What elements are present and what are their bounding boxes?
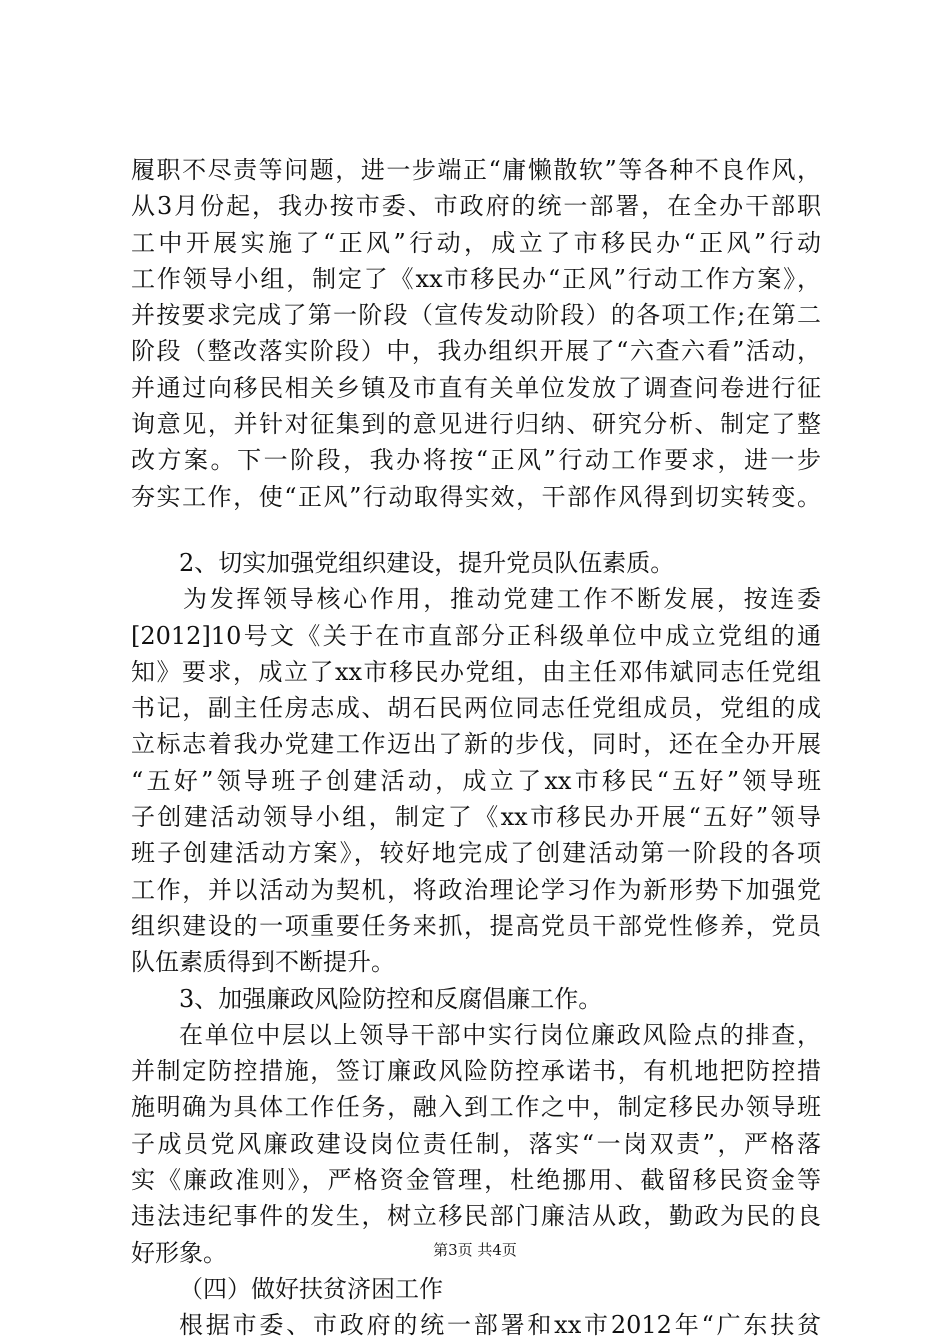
text-line: 并通过向移民相关乡镇及市直有关单位发放了调查问卷进行征 [131,373,821,402]
text-line: 询意见，并针对征集到的意见进行归纳、研究分析、制定了整 [131,410,821,439]
page-number-footer: 第3页 共4页 [433,1241,517,1259]
text-line: 知》要求，成立了xx市移民办党组，由主任邓伟斌同志任党组 [131,657,821,686]
text-line: 夯实工作，使“正风”行动取得实效，干部作风得到切实转变。 [131,482,821,511]
text-line: [2012]10号文《关于在市直部分正科级单位中成立党组的通 [131,621,821,650]
text-line: 队伍素质得到不断提升。 [131,948,395,977]
text-line: 根据市委、市政府的统一部署和xx市2012年“广东扶贫 [179,1311,821,1340]
paragraph-party-building [131,581,821,980]
text-line: 并按要求完成了第一阶段（宣传发动阶段）的各项工作;在第二 [131,301,821,330]
paragraph-poverty-relief [131,1307,821,1343]
text-line: 子成员党风廉政建设岗位责任制，落实“一岗双责”，严格落 [131,1129,821,1158]
paragraph-anti-corruption [131,1017,821,1271]
text-line: 子创建活动领导小组，制定了《xx市移民办开展“五好”领导 [131,803,821,832]
text-line: 书记，副主任房志成、胡石民两位同志任党组成员，党组的成 [131,694,821,723]
document-body [131,152,821,1344]
section-heading-party-building: 2、切实加强党组织建设，提升党员队伍素质。 [179,548,675,577]
text-line: 好形象。 [131,1238,227,1267]
text-line: 立标志着我办党建工作迈出了新的步伐，同时，还在全办开展 [131,730,821,759]
text-line: “五好”领导班子创建活动，成立了xx市移民“五好”领导班 [131,766,821,795]
text-line: 工中开展实施了“正风”行动，成立了市移民办“正风”行动 [131,228,821,257]
text-line: 班子创建活动方案》，较好地完成了创建活动第一阶段的各项 [131,839,821,868]
paragraph-zhengfeng [131,152,821,515]
text-line: 从3月份起，我办按市委、市政府的统一部署，在全办干部职 [131,192,821,221]
text-line: 实《廉政准则》，严格资金管理，杜绝挪用、截留移民资金等 [131,1166,821,1195]
text-line: 并制定防控措施，签订廉政风险防控承诺书，有机地把防控措 [131,1057,821,1086]
section-heading-anti-corruption: 3、加强廉政风险防控和反腐倡廉工作。 [179,984,603,1013]
text-line: 履职不尽责等问题，进一步端正“庸懒散软”等各种不良作风， [131,156,821,184]
text-line: 施明确为具体工作任务，融入到工作之中，制定移民办领导班 [131,1093,821,1122]
text-line: 工作，并以活动为契机，将政治理论学习作为新形势下加强党 [131,875,821,904]
text-line: 阶段（整改落实阶段）中，我办组织开展了“六查六看”活动， [131,337,821,366]
section-heading-poverty-relief: （四）做好扶贫济困工作 [179,1274,443,1303]
text-line: 违法违纪事件的发生，树立移民部门廉洁从政，勤政为民的良 [131,1202,821,1231]
paragraph-spacer [131,515,821,545]
text-line: 在单位中层以上领导干部中实行岗位廉政风险点的排查， [179,1020,821,1049]
text-line: 为发挥领导核心作用，推动党建工作不断发展，按连委 [183,585,821,614]
text-line: 组织建设的一项重要任务来抓，提高党员干部党性修养，党员 [131,911,821,940]
text-line: 工作领导小组，制定了《xx市移民办“正风”行动工作方案》， [131,264,821,293]
text-line: 改方案。下一阶段，我办将按“正风”行动工作要求，进一步 [131,446,821,475]
